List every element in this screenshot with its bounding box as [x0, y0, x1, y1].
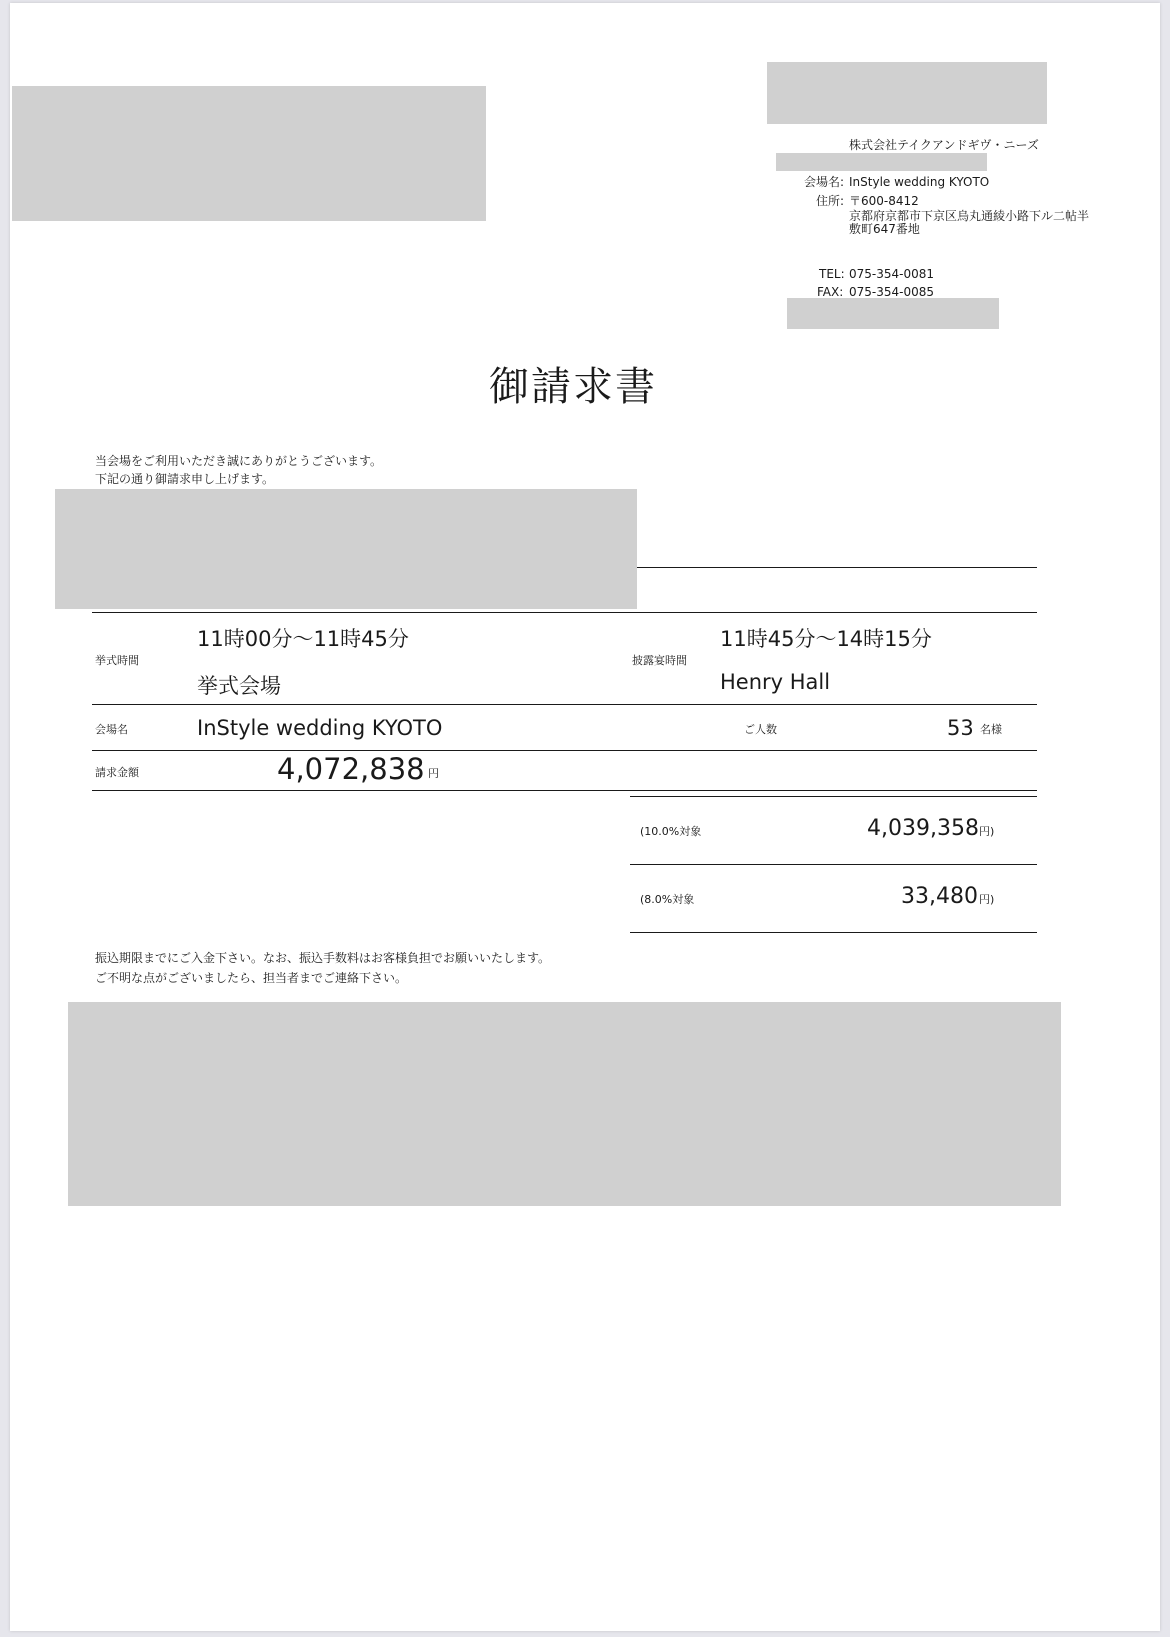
address-label: 住所:	[816, 194, 845, 208]
guests-label: ご人数	[744, 723, 777, 736]
reception-time-value: 11時45分〜14時15分	[720, 627, 932, 651]
tax-10-label: (10.0%対象	[640, 825, 702, 838]
tax-top-border	[630, 796, 1037, 797]
guests-unit: 名様	[980, 723, 1002, 736]
redacted-logo-block	[767, 62, 1047, 124]
tax-8-amount: 33,480	[901, 884, 978, 909]
ceremony-place-value: 挙式会場	[197, 674, 281, 698]
ceremony-time-label: 挙式時間	[95, 654, 139, 667]
table-row-divider-2	[92, 750, 1037, 751]
company-name: 株式会社テイクアンドギヴ・ニーズ	[849, 138, 1039, 152]
table-bottom-border	[92, 790, 1037, 791]
venue-value: InStyle wedding KYOTO	[849, 175, 990, 189]
guests-count: 53	[947, 716, 974, 740]
redacted-company-line	[776, 153, 987, 171]
postal-code: 〒600-8412	[849, 194, 919, 208]
redacted-bank-block	[68, 1002, 1061, 1206]
signature-line	[637, 567, 1037, 568]
tax-8-label: (8.0%対象	[640, 893, 695, 906]
greeting-line-1: 当会場をご利用いただき誠にありがとうございます。	[95, 454, 383, 468]
fax-label: FAX:	[817, 285, 844, 299]
amount-unit: 円	[428, 767, 439, 780]
tax-row-divider	[630, 864, 1037, 865]
redacted-customer-block	[55, 489, 637, 609]
invoice-page	[10, 3, 1160, 1631]
reception-place-value: Henry Hall	[720, 670, 831, 694]
redacted-recipient-block	[12, 86, 486, 221]
ceremony-time-value: 11時00分〜11時45分	[197, 627, 409, 651]
address-line-2: 敷町647番地	[849, 222, 920, 236]
greeting-line-2: 下記の通り御請求申し上げます。	[95, 472, 275, 486]
tax-10-unit: 円)	[979, 825, 995, 838]
redacted-contact-line	[787, 298, 999, 329]
tel-number: 075-354-0081	[849, 267, 935, 281]
tax-10-amount: 4,039,358	[867, 816, 979, 841]
venue-row-value: InStyle wedding KYOTO	[197, 716, 443, 740]
address-line-1: 京都府京都市下京区烏丸通綾小路下ル二帖半	[849, 209, 1090, 223]
venue-row-label: 会場名	[95, 723, 128, 736]
note-line-2: ご不明な点がございましたら、担当者までご連絡下さい。	[95, 971, 408, 985]
tax-bottom-border	[630, 932, 1037, 933]
table-row-divider-1	[92, 704, 1037, 705]
tel-label: TEL:	[819, 267, 845, 281]
tax-8-unit: 円)	[979, 893, 995, 906]
amount-label: 請求金額	[95, 766, 139, 779]
fax-number: 075-354-0085	[849, 285, 935, 299]
amount-value: 4,072,838	[277, 752, 425, 786]
reception-time-label: 披露宴時間	[632, 654, 687, 667]
document-title: 御請求書	[489, 364, 657, 410]
venue-label: 会場名:	[804, 175, 845, 189]
table-top-border	[92, 612, 1037, 613]
note-line-1: 振込期限までにご入金下さい。なお、振込手数料はお客様負担でお願いいたします。	[95, 951, 551, 965]
